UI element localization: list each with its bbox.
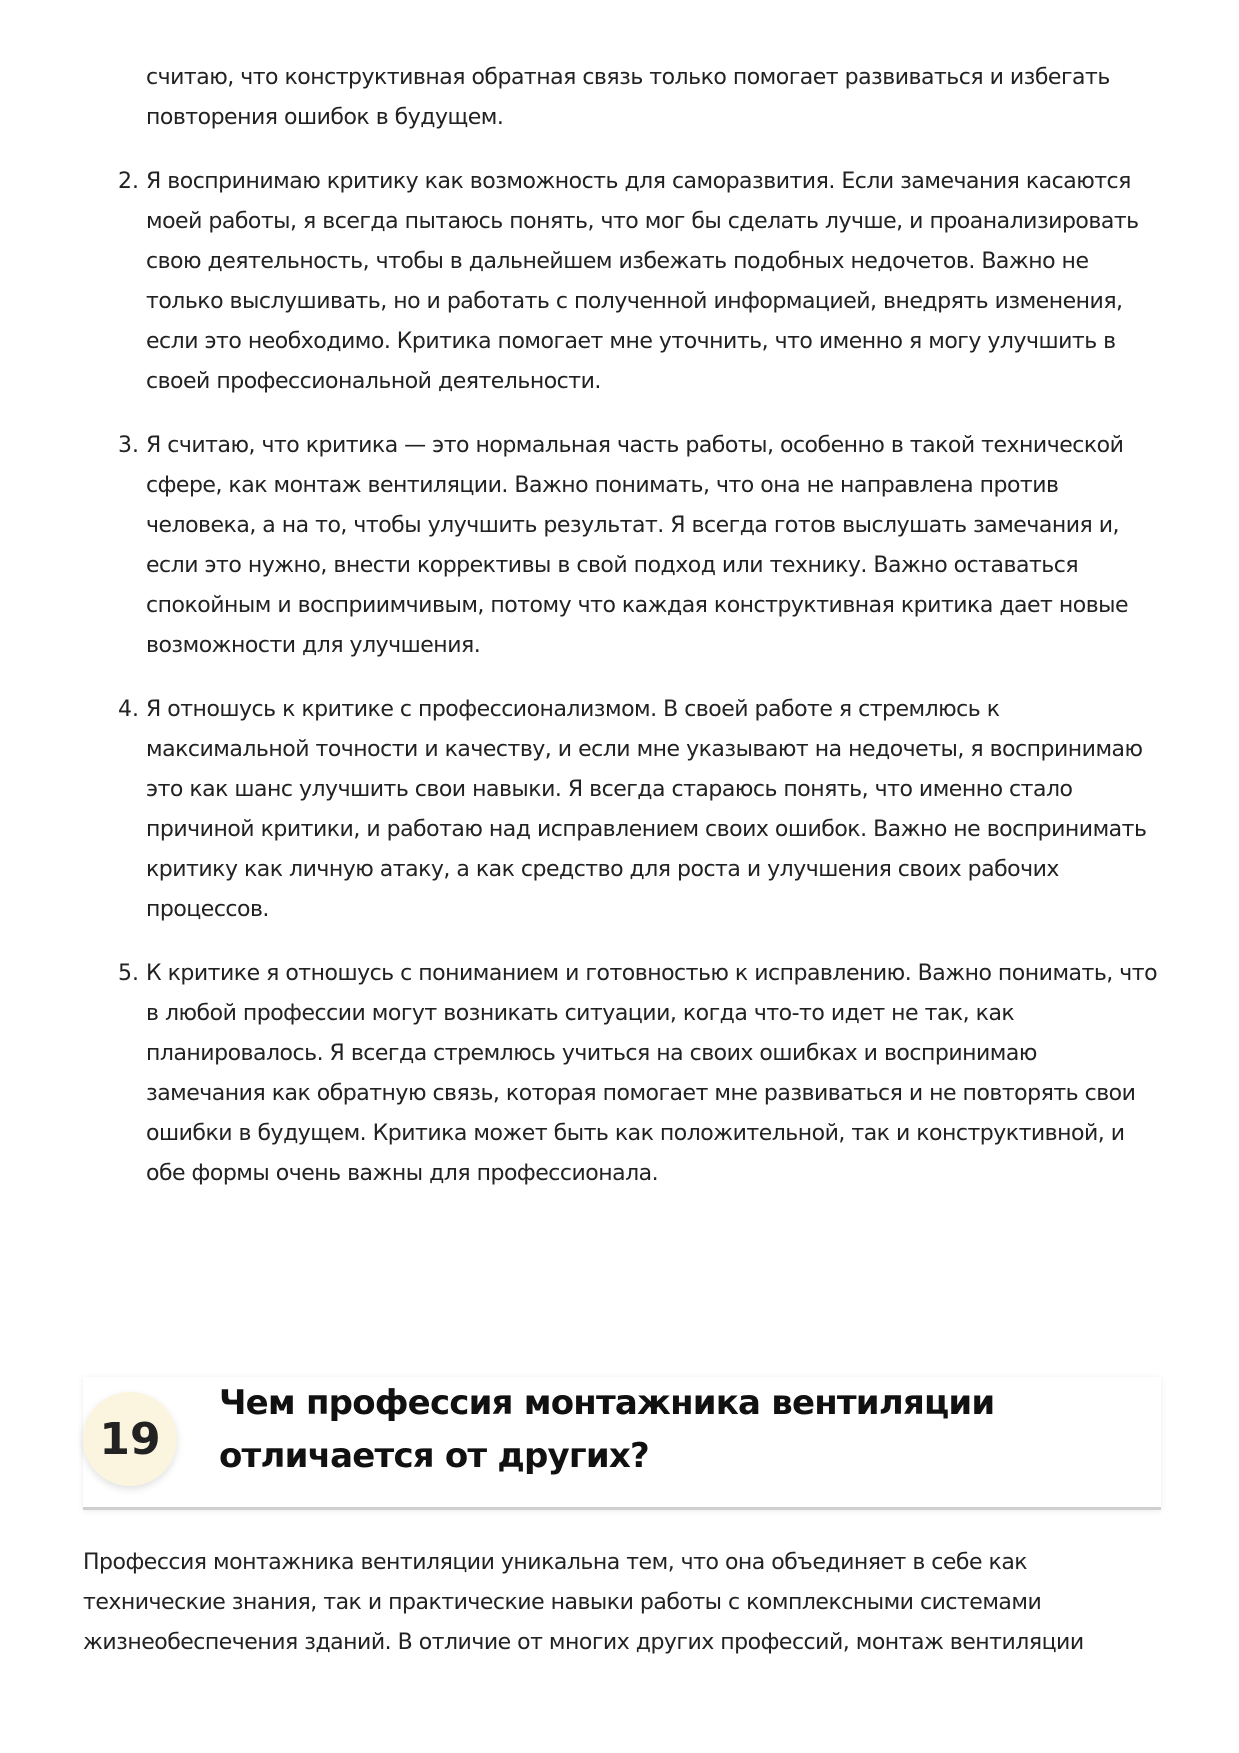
list-item-number: 2. [118,169,139,194]
section-title: Чем профессия монтажника вентиляции отличается от других? [219,1383,995,1476]
list-item [118,954,1161,1194]
list-item [118,162,1161,402]
list-item-number: 5. [118,961,139,986]
list-item-number: 3. [118,433,139,458]
list-item [118,690,1161,930]
list-item-text: Я считаю, что критика — это нормальная часть работы, особенно в такой технической сфере, как монтаж вентиляции. Важно понимать, что она не направлена против человека, а на то, чтобы улучшить результат. Я всегда готов выслушать замечания и, если это нужно, внести коррективы в свой подход или технику. Важно оставаться спокойным и восприимчивым, потому что каждая конструктивная критика дает новые возможности для улучшения. [146,433,1129,658]
answer-list [118,58,1161,1194]
section-number-badge: 19 [83,1392,177,1486]
list-item-continuation: считаю, что конструктивная обратная связь только помогает развиваться и избегать повторения ошибок в будущем. [146,65,1110,130]
section-body-text: Профессия монтажника вентиляции уникальна тем, что она объединяет в себе как технические знания, так и практические навыки работы с комплексными системами жизнеобеспечения зданий. В отличие от многих других профессий, монтаж вентиляции [83,1550,1084,1655]
list-item-text: Я воспринимаю критику как возможность для саморазвития. Если замечания касаются моей работы, я всегда пытаюсь понять, что мог бы сделать лучше, и проанализировать свою деятельность, чтобы в дальнейшем избежать подобных недочетов. Важно не только выслушивать, но и работать с полученной информацией, внедрять изменения, если это необходимо. Критика помогает мне уточнить, что именно я могу улучшить в своей профессиональной деятельности. [146,169,1139,394]
section-heading [83,1377,1161,1510]
list-item-number: 4. [118,697,139,722]
list-item-text: К критике я отношусь с пониманием и готовностью к исправлению. Важно понимать, что в любой профессии могут возникать ситуации, когда что-то идет не так, как планировалось. Я всегда стремлюсь учиться на своих ошибках и воспринимаю замечания как обратную связь, которая помогает мне развиваться и не повторять свои ошибки в будущем. Критика может быть как положительной, так и конструктивной, и обе формы очень важны для профессионала. [146,961,1158,1186]
list-item [118,426,1161,666]
list-item-text: Я отношусь к критике с профессионализмом. В своей работе я стремлюсь к максимальной точности и качеству, и если мне указывают на недочеты, я воспринимаю это как шанс улучшить свои навыки. Я всегда стараюсь понять, что именно стало причиной критики, и работаю над исправлением своих ошибок. Важно не воспринимать критику как личную атаку, а как средство для роста и улучшения своих рабочих процессов. [146,697,1147,922]
